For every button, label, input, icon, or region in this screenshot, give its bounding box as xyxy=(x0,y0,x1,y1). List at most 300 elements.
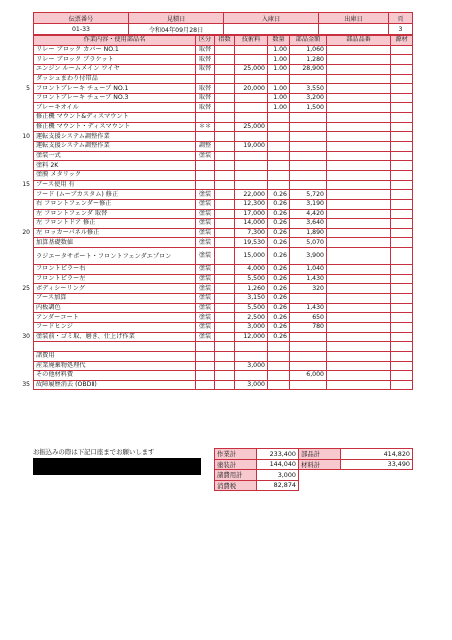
item-labor xyxy=(235,132,268,142)
line-number: 5 xyxy=(26,84,30,92)
item-index xyxy=(215,284,235,294)
item-quantity: 1.00 xyxy=(268,93,290,103)
item-parts-amount: 1,060 xyxy=(290,45,327,55)
item-part-number xyxy=(327,142,391,152)
table-row xyxy=(34,219,413,229)
item-parts-amount xyxy=(290,180,327,190)
item-material xyxy=(391,238,413,248)
item-quantity xyxy=(268,142,290,152)
item-part-number xyxy=(327,380,391,390)
line-number: 20 xyxy=(22,229,30,237)
item-part-number xyxy=(327,342,391,352)
item-category xyxy=(196,180,215,190)
item-index xyxy=(215,303,235,313)
item-material xyxy=(391,274,413,284)
item-index xyxy=(215,322,235,332)
item-quantity xyxy=(268,113,290,123)
item-index xyxy=(215,55,235,65)
item-material xyxy=(391,132,413,142)
item-index xyxy=(215,180,235,190)
item-index xyxy=(215,132,235,142)
totals-row xyxy=(215,449,413,460)
item-quantity: 0.26 xyxy=(268,238,290,248)
item-parts-amount: 650 xyxy=(290,313,327,323)
col-header-quantity: 数量 xyxy=(268,36,290,46)
totals-rows xyxy=(215,449,413,491)
line-number: 10 xyxy=(22,132,30,140)
item-material xyxy=(391,199,413,209)
item-part-number xyxy=(327,122,391,132)
item-description: 塗装前・ゴミ取、磨き、仕上げ作業 xyxy=(34,332,196,342)
estimate-date: 令和04年09月28日 xyxy=(129,24,224,35)
item-part-number xyxy=(327,151,391,161)
item-description: 故障履歴消去 (OBDⅡ) xyxy=(34,380,196,390)
header-value-row xyxy=(34,24,413,35)
table-row xyxy=(34,161,413,171)
item-category xyxy=(196,371,215,381)
item-parts-amount: 3,640 xyxy=(290,219,327,229)
item-description: 運転支援システム調整作業 xyxy=(34,132,196,142)
table-row xyxy=(34,380,413,390)
table-row xyxy=(34,199,413,209)
item-part-number xyxy=(327,103,391,113)
item-material xyxy=(391,265,413,275)
item-material xyxy=(391,219,413,229)
col-header-material: 源材 xyxy=(391,36,413,46)
departure-date-label: 出庫日 xyxy=(319,13,389,24)
item-description: 修正機 マウント・ディスマウント xyxy=(34,122,196,132)
table-row xyxy=(34,284,413,294)
item-part-number xyxy=(327,332,391,342)
item-quantity: 1.00 xyxy=(268,103,290,113)
item-index xyxy=(215,238,235,248)
table-row xyxy=(34,209,413,219)
item-category: 取替 xyxy=(196,103,215,113)
item-quantity: 0.26 xyxy=(268,313,290,323)
item-material xyxy=(391,151,413,161)
item-labor: 5,500 xyxy=(235,303,268,313)
item-labor: 3,000 xyxy=(235,361,268,371)
item-part-number xyxy=(327,238,391,248)
item-category: 塗装 xyxy=(196,238,215,248)
total-value-2: 414,820 xyxy=(341,449,413,460)
table-row xyxy=(34,170,413,180)
item-description: 加算基礎数値 xyxy=(34,238,196,248)
item-part-number xyxy=(327,361,391,371)
item-category: 調整 xyxy=(196,142,215,152)
table-row xyxy=(34,361,413,371)
line-number: 15 xyxy=(22,181,30,189)
item-category: 取替 xyxy=(196,93,215,103)
item-parts-amount: 320 xyxy=(290,284,327,294)
item-part-number xyxy=(327,248,391,265)
item-category xyxy=(196,132,215,142)
table-row xyxy=(34,142,413,152)
item-material xyxy=(391,303,413,313)
item-category: 塗装 xyxy=(196,228,215,238)
item-parts-amount xyxy=(290,361,327,371)
item-part-number xyxy=(327,64,391,74)
item-labor: 4,000 xyxy=(235,265,268,275)
item-quantity xyxy=(268,74,290,84)
item-category: 塗装 xyxy=(196,284,215,294)
item-description: 左 フロントフェンダ 取替 xyxy=(34,209,196,219)
item-labor: 3,000 xyxy=(235,322,268,332)
item-quantity: 1.00 xyxy=(268,55,290,65)
item-material xyxy=(391,103,413,113)
item-part-number xyxy=(327,45,391,55)
item-description: 左 ロッカーパネル修正 xyxy=(34,228,196,238)
item-category xyxy=(196,351,215,361)
arrival-date xyxy=(224,24,319,35)
item-category: 塗装 xyxy=(196,151,215,161)
table-row xyxy=(34,45,413,55)
table-row xyxy=(34,113,413,123)
item-description: フードヒンジ xyxy=(34,322,196,332)
item-parts-amount xyxy=(290,74,327,84)
item-labor: 5,500 xyxy=(235,274,268,284)
item-labor: 19,530 xyxy=(235,238,268,248)
item-category xyxy=(196,342,215,352)
item-description: 諸費用 xyxy=(34,351,196,361)
item-material xyxy=(391,380,413,390)
table-row xyxy=(34,55,413,65)
item-part-number xyxy=(327,284,391,294)
item-category: 取替 xyxy=(196,45,215,55)
item-quantity xyxy=(268,371,290,381)
item-labor xyxy=(235,180,268,190)
item-labor: 22,000 xyxy=(235,190,268,200)
item-description: その他材料費 xyxy=(34,371,196,381)
item-material xyxy=(391,142,413,152)
item-description: フード (ムーブカスタム) 修正 xyxy=(34,190,196,200)
totals-table-wrap xyxy=(214,448,412,491)
total-label-2 xyxy=(299,480,341,491)
item-labor: 7,300 xyxy=(235,228,268,238)
table-row xyxy=(34,64,413,74)
total-label-2 xyxy=(299,470,341,481)
item-labor: 20,000 xyxy=(235,84,268,94)
item-category: 塗装 xyxy=(196,190,215,200)
item-material xyxy=(391,84,413,94)
item-labor xyxy=(235,161,268,171)
item-quantity: 0.26 xyxy=(268,294,290,304)
item-index xyxy=(215,371,235,381)
item-index xyxy=(215,332,235,342)
item-material xyxy=(391,351,413,361)
item-part-number xyxy=(327,371,391,381)
item-category: 取替 xyxy=(196,84,215,94)
item-quantity xyxy=(268,161,290,171)
item-parts-amount xyxy=(290,332,327,342)
item-description: ブース使用 有 xyxy=(34,180,196,190)
header-table xyxy=(33,12,413,35)
item-part-number xyxy=(327,322,391,332)
table-row xyxy=(34,248,413,265)
table-row xyxy=(34,294,413,304)
item-index xyxy=(215,342,235,352)
total-value: 3,000 xyxy=(257,470,299,481)
item-index xyxy=(215,274,235,284)
item-description: エンジン ルームメイン ワイヤ xyxy=(34,64,196,74)
item-quantity xyxy=(268,132,290,142)
item-quantity: 1.00 xyxy=(268,84,290,94)
item-parts-amount: 3,200 xyxy=(290,93,327,103)
arrival-date-label: 入庫日 xyxy=(224,13,319,24)
item-quantity: 1.00 xyxy=(268,64,290,74)
item-labor xyxy=(235,74,268,84)
item-index xyxy=(215,209,235,219)
total-label: 諸費用計 xyxy=(215,470,257,481)
item-rows xyxy=(34,45,413,390)
table-row xyxy=(34,93,413,103)
item-category: 塗装 xyxy=(196,199,215,209)
item-material xyxy=(391,74,413,84)
item-description: フロントブレーキ チューブ NO.3 xyxy=(34,93,196,103)
item-category: 塗装 xyxy=(196,303,215,313)
estimate-sheet xyxy=(33,12,412,390)
item-description: 塗膜 メタリック xyxy=(34,170,196,180)
item-part-number xyxy=(327,161,391,171)
item-parts-amount: 5,070 xyxy=(290,238,327,248)
item-quantity: 0.26 xyxy=(268,303,290,313)
line-number: 25 xyxy=(22,284,30,292)
item-part-number xyxy=(327,209,391,219)
table-row xyxy=(34,322,413,332)
items-table xyxy=(33,35,413,390)
item-part-number xyxy=(327,113,391,123)
item-part-number xyxy=(327,274,391,284)
item-category xyxy=(196,380,215,390)
col-header-part-number: 部品品番 xyxy=(327,36,391,46)
item-description: 運転支援システム調整作業 xyxy=(34,142,196,152)
item-index xyxy=(215,93,235,103)
item-part-number xyxy=(327,228,391,238)
item-quantity: 0.26 xyxy=(268,332,290,342)
item-material xyxy=(391,228,413,238)
item-material xyxy=(391,284,413,294)
total-label-2: 材料計 xyxy=(299,459,341,470)
item-description: 塗装一式 xyxy=(34,151,196,161)
item-index xyxy=(215,380,235,390)
item-material xyxy=(391,55,413,65)
item-labor: 25,000 xyxy=(235,122,268,132)
item-material xyxy=(391,342,413,352)
item-index xyxy=(215,122,235,132)
item-labor xyxy=(235,342,268,352)
item-labor xyxy=(235,55,268,65)
item-labor: 3,150 xyxy=(235,294,268,304)
item-parts-amount: 3,190 xyxy=(290,199,327,209)
item-description: ダッシュまわり付帯品 xyxy=(34,74,196,84)
total-label: 消費税 xyxy=(215,480,257,491)
item-parts-amount: 1,040 xyxy=(290,265,327,275)
table-row xyxy=(34,84,413,94)
item-parts-amount xyxy=(290,351,327,361)
item-index xyxy=(215,199,235,209)
item-quantity xyxy=(268,342,290,352)
item-material xyxy=(391,361,413,371)
item-labor xyxy=(235,93,268,103)
item-parts-amount xyxy=(290,142,327,152)
item-index xyxy=(215,161,235,171)
table-row xyxy=(34,132,413,142)
item-parts-amount xyxy=(290,161,327,171)
item-parts-amount: 1,430 xyxy=(290,303,327,313)
item-quantity: 0.26 xyxy=(268,322,290,332)
item-description: 塗料 2K xyxy=(34,161,196,171)
item-quantity: 0.26 xyxy=(268,219,290,229)
item-part-number xyxy=(327,303,391,313)
item-parts-amount xyxy=(290,380,327,390)
item-category: 塗装 xyxy=(196,332,215,342)
item-labor: 12,000 xyxy=(235,332,268,342)
item-quantity: 0.26 xyxy=(268,209,290,219)
item-category: 取替 xyxy=(196,55,215,65)
item-material xyxy=(391,371,413,381)
item-parts-amount: 1,430 xyxy=(290,274,327,284)
item-parts-amount xyxy=(290,132,327,142)
total-label: 作業計 xyxy=(215,449,257,460)
item-labor: 3,000 xyxy=(235,380,268,390)
item-part-number xyxy=(327,351,391,361)
slip-number: 01-33 xyxy=(34,24,129,35)
item-quantity: 0.26 xyxy=(268,265,290,275)
table-row xyxy=(34,265,413,275)
item-part-number xyxy=(327,55,391,65)
col-header-parts-amount: 部品金額 xyxy=(290,36,327,46)
item-part-number xyxy=(327,313,391,323)
item-labor xyxy=(235,103,268,113)
item-description: 右 フロントフェンダー修正 xyxy=(34,199,196,209)
table-row xyxy=(34,228,413,238)
item-description: フロントピラー右 xyxy=(34,265,196,275)
item-labor xyxy=(235,45,268,55)
total-value: 233,400 xyxy=(257,449,299,460)
item-material xyxy=(391,294,413,304)
item-part-number xyxy=(327,190,391,200)
item-material xyxy=(391,64,413,74)
item-category: 塗装 xyxy=(196,248,215,265)
item-category: 塗装 xyxy=(196,219,215,229)
item-description: フロントブレーキ チューブ NO.1 xyxy=(34,84,196,94)
item-category xyxy=(196,361,215,371)
item-part-number xyxy=(327,93,391,103)
total-value-2 xyxy=(341,480,413,491)
item-labor: 12,300 xyxy=(235,199,268,209)
totals-table xyxy=(214,448,413,491)
item-quantity xyxy=(268,180,290,190)
item-description: フロントピラー左 xyxy=(34,274,196,284)
item-category xyxy=(196,161,215,171)
item-quantity: 0.26 xyxy=(268,274,290,284)
item-material xyxy=(391,113,413,123)
item-material xyxy=(391,180,413,190)
table-row xyxy=(34,180,413,190)
item-parts-amount: 1,280 xyxy=(290,55,327,65)
item-labor xyxy=(235,351,268,361)
item-labor xyxy=(235,151,268,161)
total-value-2: 33,490 xyxy=(341,459,413,470)
total-value-2 xyxy=(341,470,413,481)
item-material xyxy=(391,122,413,132)
table-row xyxy=(34,313,413,323)
item-labor xyxy=(235,170,268,180)
totals-row xyxy=(215,470,413,481)
item-quantity xyxy=(268,380,290,390)
item-index xyxy=(215,219,235,229)
item-material xyxy=(391,45,413,55)
item-part-number xyxy=(327,74,391,84)
table-row xyxy=(34,74,413,84)
item-description: 内板調色 xyxy=(34,303,196,313)
item-part-number xyxy=(327,199,391,209)
item-index xyxy=(215,190,235,200)
item-description: アンダーコート xyxy=(34,313,196,323)
item-description: ブース加算 xyxy=(34,294,196,304)
col-header-category: 区分 xyxy=(196,36,215,46)
item-part-number xyxy=(327,84,391,94)
item-index xyxy=(215,84,235,94)
item-index xyxy=(215,74,235,84)
slip-number-label: 伝票番号 xyxy=(34,13,129,24)
item-quantity xyxy=(268,170,290,180)
table-row xyxy=(34,303,413,313)
item-parts-amount: 3,550 xyxy=(290,84,327,94)
total-label-2: 部品計 xyxy=(299,449,341,460)
item-material xyxy=(391,93,413,103)
item-labor: 14,000 xyxy=(235,219,268,229)
item-index xyxy=(215,142,235,152)
line-number: 30 xyxy=(22,333,30,341)
header-label-row xyxy=(34,13,413,24)
item-index xyxy=(215,64,235,74)
item-category: ＊＊ xyxy=(196,122,215,132)
item-quantity: 0.26 xyxy=(268,190,290,200)
item-description: ラジエータサポート・フロントフェンダエプロン xyxy=(34,248,196,265)
item-quantity: 0.26 xyxy=(268,248,290,265)
table-row xyxy=(34,190,413,200)
item-material xyxy=(391,332,413,342)
item-index xyxy=(215,170,235,180)
item-quantity: 0.26 xyxy=(268,284,290,294)
item-index xyxy=(215,45,235,55)
item-part-number xyxy=(327,294,391,304)
item-material xyxy=(391,313,413,323)
item-labor: 19,000 xyxy=(235,142,268,152)
total-value: 144,040 xyxy=(257,459,299,470)
item-parts-amount: 3,900 xyxy=(290,248,327,265)
item-material xyxy=(391,248,413,265)
departure-date xyxy=(319,24,389,35)
item-parts-amount xyxy=(290,342,327,352)
item-index xyxy=(215,228,235,238)
item-quantity xyxy=(268,351,290,361)
item-category: 塗装 xyxy=(196,274,215,284)
item-part-number xyxy=(327,265,391,275)
item-index xyxy=(215,294,235,304)
col-header-description: 作業内容・使用部品名 xyxy=(34,36,196,46)
col-header-index: 指数 xyxy=(215,36,235,46)
item-description: リレー ブロック ブラケット xyxy=(34,55,196,65)
bank-transfer-note: お振込みの際は下記口座までお願いします xyxy=(33,448,155,456)
item-index xyxy=(215,151,235,161)
item-category xyxy=(196,170,215,180)
item-labor xyxy=(235,113,268,123)
column-header-row xyxy=(34,36,413,46)
item-quantity xyxy=(268,122,290,132)
item-parts-amount: 1,890 xyxy=(290,228,327,238)
